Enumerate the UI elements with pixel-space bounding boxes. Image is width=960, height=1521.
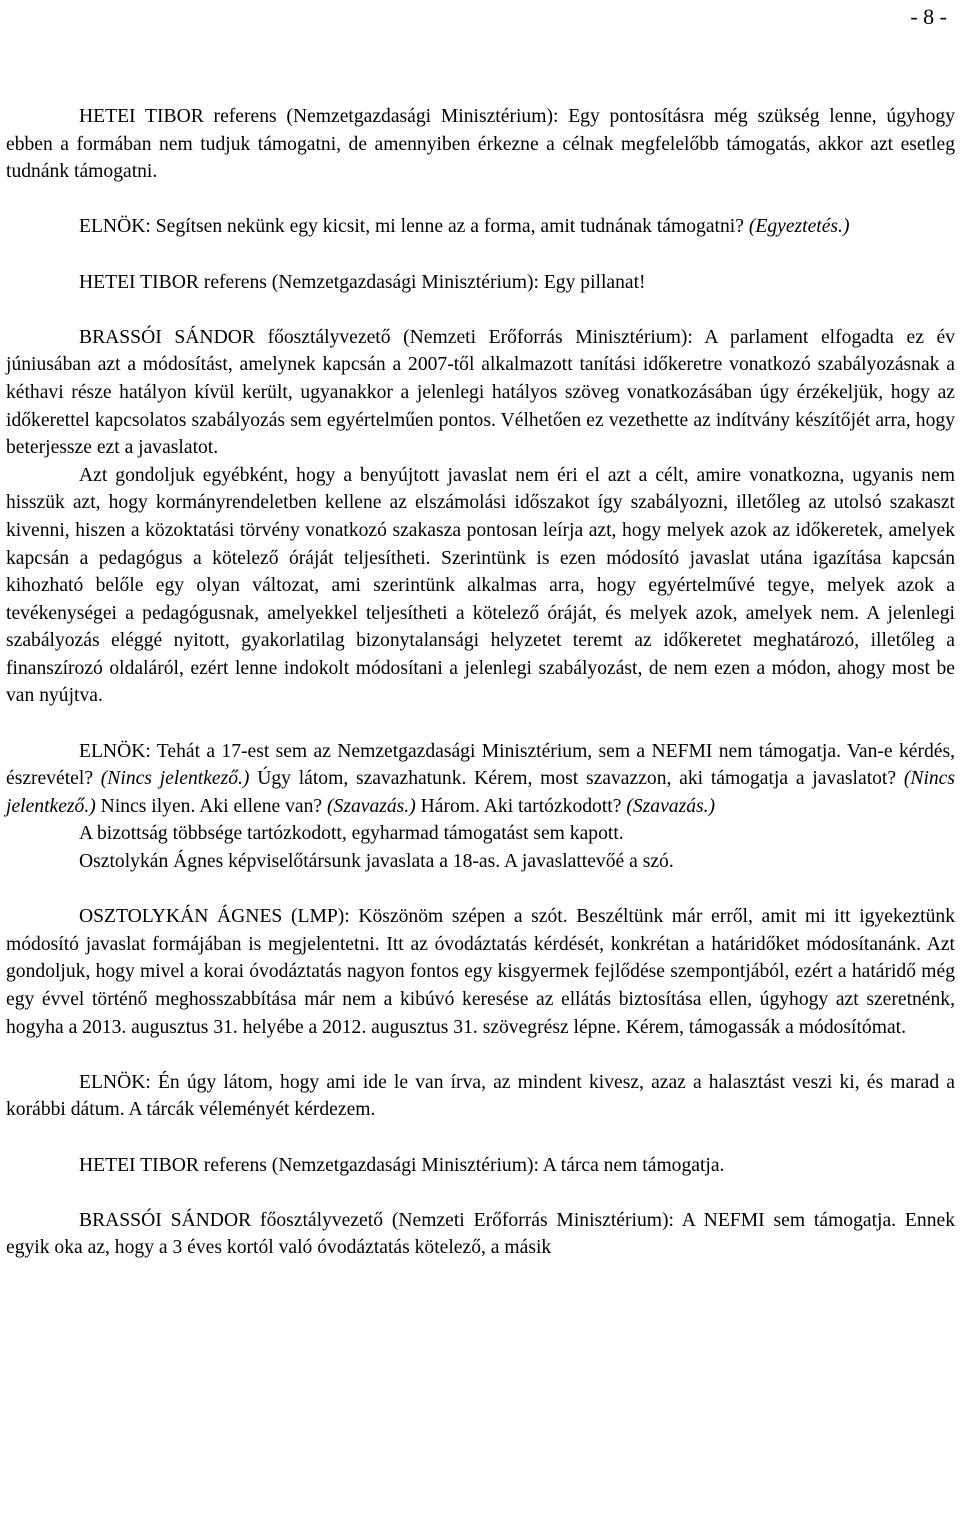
text-segment: OSZTOLYKÁN ÁGNES (LMP): Köszönöm szépen a szót. Beszéltünk már erről, amit mi itt igyekeztünk módosító javaslat formájában is megjelentetni. Itt az óvodáztatás kérdését, konkrétan a határidőket módosítanánk. Azt gondoljuk, hogy mivel a korai óvodáztatás nagyon fontos egy kisgyermek fejlődése szempontjából, ezért a határidő még egy évvel történő meghosszabbítása már nem a kibúvó keresése az ellátás biztosítása ellen, úgyhogy azt szeretnénk, hogyha a 2013. augusztus 31. helyébe a 2012. augusztus 31. szövegrész lépne. Kérem, támogassák a módosítómat.	[6, 906, 955, 1038]
stage-direction: (Szavazás.)	[327, 795, 416, 817]
paragraph-elnok-3	[6, 820, 955, 848]
document-page	[6, 0, 955, 1262]
text-segment: HETEI TIBOR referens (Nemzetgazdasági Minisztérium): A tárca nem támogatja.	[79, 1154, 725, 1176]
text-segment: ELNÖK: Segítsen nekünk egy kicsit, mi lenne az a forma, amit tudnának támogatni?	[79, 216, 749, 238]
text-segment: BRASSÓI SÁNDOR főosztályvezető (Nemzeti Erőforrás Minisztérium): A parlament elfogadta ez év júniusában azt a módosítást, amelynek kapcsán a 2007-től alkalmazott tanítási időkeretre vonatkozó szabályozásnak a kéthavi része hatályon kívül került, ugyanakkor a jelenlegi hatályos szöveg vonatkozásában úgy érzékeljük, hogy az időkerettel kapcsolatos szabályozás sem egyértelműen pontos. Vélhetően ez vezethette az indítvány készítőjét arra, hogy beterjessze ezt a javaslatot.	[6, 326, 955, 459]
stage-direction: (Nincs jelentkező.)	[6, 768, 955, 817]
paragraph-brassoi-3	[6, 1207, 955, 1262]
text-segment: Azt gondoljuk egyébként, hogy a benyújtott javaslat nem éri el azt a célt, amire vonatkozna, ugyanis nem hisszük azt, hogy kormányrendeletben kellene az elszámolási időszakot így szabályozni, illetőleg az utolsó szakaszt kivenni, hiszen a közoktatási törvény vonatkozó szakasza pontosan leírja azt, hogy melyek azok az időkeretek, amelyek kapcsán a pedagógus a kötelező óráját teljesítheti. Szerintünk is ezen módosító javaslat utána igazítása kapcsán kihozható belőle egy olyan változat, ami szerintünk alkalmas arra, hogy egyértelművé tegye, melyek azok a tevékenységei a pedagógusnak, amelyekkel teljesítheti a kötelező óráját, és melyek azok, amelyek nem. A jelenlegi szabályozás eléggé nyitott, gyakorlatilag bizonytalansági helyzetet teremt az időkeretet meghatározó, illetőleg a finanszírozó oldaláról, ezért lenne indokolt módosítani a jelenlegi szabályozást, de nem ezen a módon, ahogy most be van nyújtva.	[6, 464, 955, 707]
text-segment: ELNÖK: Én úgy látom, hogy ami ide le van írva, az mindent kivesz, azaz a halasztást veszi ki, és marad a korábbi dátum. A tárcák véleményét kérdezem.	[6, 1071, 955, 1121]
paragraph-elnok-2	[6, 738, 955, 821]
paragraph-hetei-2	[6, 269, 955, 297]
paragraph-elnok-1	[6, 213, 955, 241]
stage-direction: (Szavazás.)	[626, 795, 716, 817]
text-segment: A bizottság többsége tartózkodott, egyharmad támogatást sem kapott.	[79, 823, 624, 845]
paragraph-brassoi-2	[6, 462, 955, 710]
paragraph-hetei-3	[6, 1152, 955, 1180]
text-segment: Osztolykán Ágnes képviselőtársunk javaslata a 18-as. A javaslattevőé a szó.	[79, 851, 674, 873]
text-segment: Három. Aki tartózkodott?	[415, 795, 627, 817]
text-segment: HETEI TIBOR referens (Nemzetgazdasági Minisztérium): Egy pillanat!	[79, 271, 646, 293]
text-segment: HETEI TIBOR referens (Nemzetgazdasági Minisztérium): Egy pontosításra még szükség lenne, úgyhogy ebben a formában nem tudjuk támogatni, de amennyiben érkezne a célnak megfelelőbb támogatás, akkor azt esetleg tudnánk támogatni.	[6, 106, 955, 183]
paragraph-osztolykan	[6, 903, 955, 1041]
paragraph-elnok-4	[6, 848, 955, 876]
paragraph-brassoi-1	[6, 324, 955, 462]
stage-direction: (Egyeztetés.)	[748, 216, 850, 238]
text-segment: Nincs ilyen. Aki ellene van?	[95, 795, 328, 817]
page-number: - 8 -	[910, 4, 947, 29]
text-segment: BRASSÓI SÁNDOR főosztályvezető (Nemzeti Erőforrás Minisztérium): A NEFMI sem támogatja. Ennek egyik oka az, hogy a 3 éves kortól való óvodáztatás kötelező, a másik	[6, 1209, 955, 1259]
stage-direction: (Nincs jelentkező.)	[100, 768, 250, 790]
text-segment: Úgy látom, szavazhatunk. Kérem, most szavazzon, aki támogatja a javaslatot?	[249, 768, 904, 790]
paragraph-hetei-1	[6, 103, 955, 186]
text-segment: ELNÖK: Tehát a 17-est sem az Nemzetgazdasági Minisztérium, sem a NEFMI nem támogatja. Van-e kérdés, észrevétel?	[6, 740, 955, 790]
paragraph-elnok-5	[6, 1069, 955, 1124]
